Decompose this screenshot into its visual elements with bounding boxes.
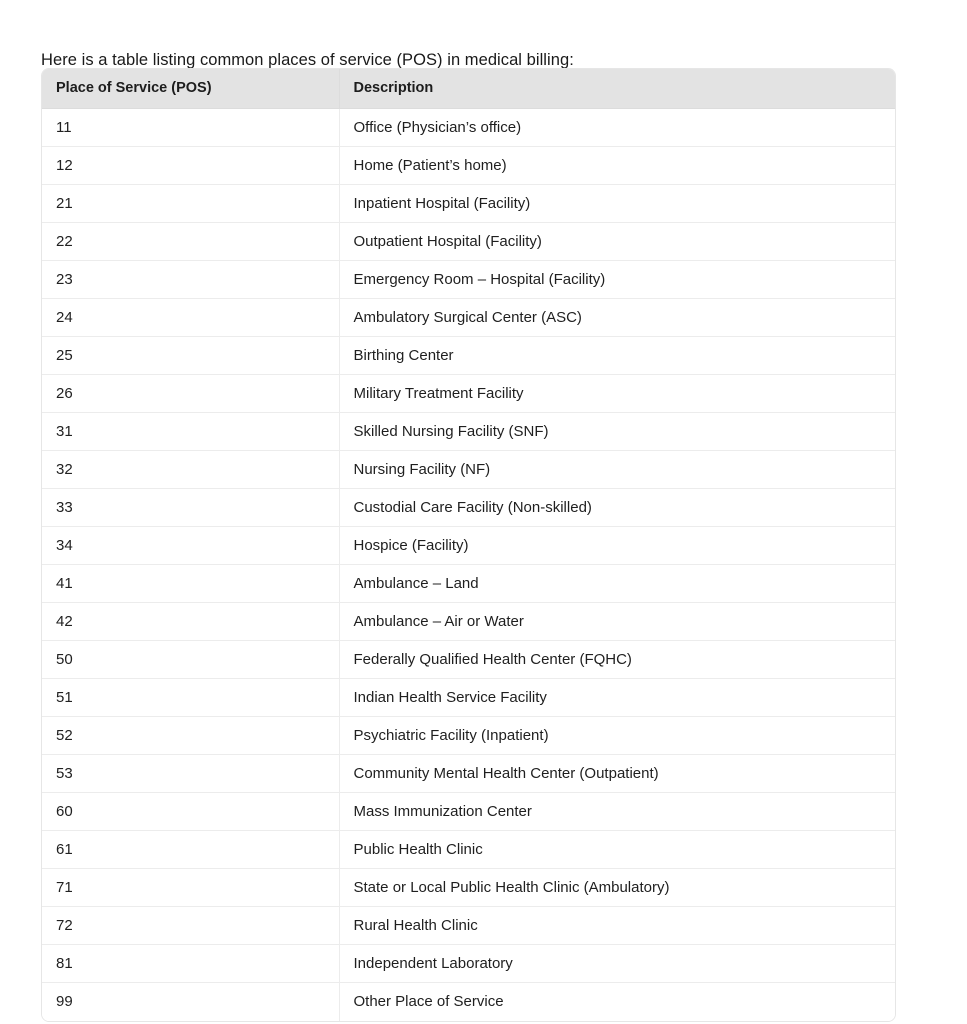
cell-description: Indian Health Service Facility <box>339 679 895 717</box>
table-row <box>42 489 895 527</box>
table-row <box>42 337 895 375</box>
table-row <box>42 565 895 603</box>
cell-place-of-service-code: 81 <box>42 945 339 983</box>
table-row <box>42 641 895 679</box>
table-row <box>42 375 895 413</box>
cell-place-of-service-code: 25 <box>42 337 339 375</box>
cell-description: Psychiatric Facility (Inpatient) <box>339 717 895 755</box>
column-header-description: Description <box>339 69 895 109</box>
cell-place-of-service-code: 72 <box>42 907 339 945</box>
cell-place-of-service-code: 21 <box>42 185 339 223</box>
cell-description: Nursing Facility (NF) <box>339 451 895 489</box>
cell-description: Independent Laboratory <box>339 945 895 983</box>
cell-place-of-service-code: 41 <box>42 565 339 603</box>
cell-description: Mass Immunization Center <box>339 793 895 831</box>
cell-place-of-service-code: 60 <box>42 793 339 831</box>
table-row <box>42 109 895 147</box>
cell-description: State or Local Public Health Clinic (Ambulatory) <box>339 869 895 907</box>
cell-place-of-service-code: 51 <box>42 679 339 717</box>
cell-description: Inpatient Hospital (Facility) <box>339 185 895 223</box>
column-header-place-of-service: Place of Service (POS) <box>42 69 339 109</box>
table-row <box>42 793 895 831</box>
table-row <box>42 831 895 869</box>
cell-place-of-service-code: 61 <box>42 831 339 869</box>
cell-place-of-service-code: 11 <box>42 109 339 147</box>
table-header <box>42 69 895 109</box>
cell-description: Birthing Center <box>339 337 895 375</box>
cell-description: Community Mental Health Center (Outpatient) <box>339 755 895 793</box>
intro-paragraph: Here is a table listing common places of service (POS) in medical billing: <box>41 50 574 69</box>
cell-place-of-service-code: 71 <box>42 869 339 907</box>
table-row <box>42 717 895 755</box>
table-row <box>42 755 895 793</box>
table-header-row <box>42 69 895 109</box>
table-row <box>42 147 895 185</box>
cell-description: Other Place of Service <box>339 983 895 1021</box>
cell-place-of-service-code: 53 <box>42 755 339 793</box>
places-of-service-table <box>42 69 895 1021</box>
cell-place-of-service-code: 26 <box>42 375 339 413</box>
cell-description: Emergency Room – Hospital (Facility) <box>339 261 895 299</box>
cell-place-of-service-code: 42 <box>42 603 339 641</box>
cell-place-of-service-code: 31 <box>42 413 339 451</box>
cell-place-of-service-code: 24 <box>42 299 339 337</box>
cell-place-of-service-code: 99 <box>42 983 339 1021</box>
table-row <box>42 527 895 565</box>
table-row <box>42 451 895 489</box>
cell-place-of-service-code: 52 <box>42 717 339 755</box>
pos-table-container <box>41 68 896 1022</box>
cell-description: Public Health Clinic <box>339 831 895 869</box>
table-row <box>42 679 895 717</box>
table-row <box>42 907 895 945</box>
table-row <box>42 261 895 299</box>
cell-place-of-service-code: 32 <box>42 451 339 489</box>
cell-description: Federally Qualified Health Center (FQHC) <box>339 641 895 679</box>
cell-description: Hospice (Facility) <box>339 527 895 565</box>
cell-place-of-service-code: 12 <box>42 147 339 185</box>
cell-description: Home (Patient’s home) <box>339 147 895 185</box>
table-body <box>42 109 895 1021</box>
cell-description: Ambulance – Air or Water <box>339 603 895 641</box>
cell-description: Military Treatment Facility <box>339 375 895 413</box>
cell-place-of-service-code: 33 <box>42 489 339 527</box>
table-row <box>42 869 895 907</box>
cell-place-of-service-code: 34 <box>42 527 339 565</box>
cell-description: Ambulatory Surgical Center (ASC) <box>339 299 895 337</box>
table-row <box>42 299 895 337</box>
table-row <box>42 945 895 983</box>
cell-place-of-service-code: 22 <box>42 223 339 261</box>
cell-description: Office (Physician’s office) <box>339 109 895 147</box>
cell-description: Ambulance – Land <box>339 565 895 603</box>
table-row <box>42 223 895 261</box>
cell-description: Custodial Care Facility (Non-skilled) <box>339 489 895 527</box>
table-row <box>42 603 895 641</box>
cell-description: Rural Health Clinic <box>339 907 895 945</box>
table-row <box>42 185 895 223</box>
cell-place-of-service-code: 50 <box>42 641 339 679</box>
table-row <box>42 413 895 451</box>
table-row <box>42 983 895 1021</box>
cell-description: Skilled Nursing Facility (SNF) <box>339 413 895 451</box>
cell-description: Outpatient Hospital (Facility) <box>339 223 895 261</box>
cell-place-of-service-code: 23 <box>42 261 339 299</box>
